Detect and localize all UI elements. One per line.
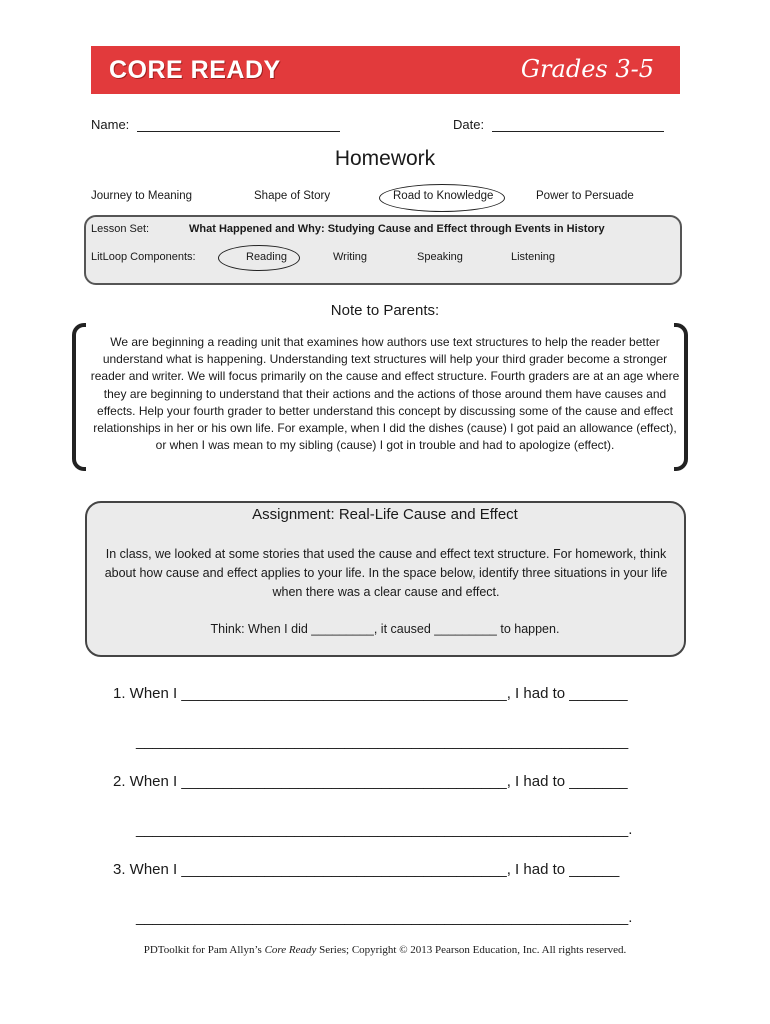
- selected-unit-circle: [379, 184, 505, 212]
- question-3[interactable]: 3. When I _______________________________________, I had to ______: [113, 861, 620, 878]
- component-listening: Listening: [511, 251, 556, 263]
- brand-logo: CORE READY: [109, 56, 281, 84]
- assignment-body: In class, we looked at some stories that used the cause and effect text structure. For homework, think about how cause and effect applies to your life. In the space below, identify three situations in your life when there was a clear cause and effect.: [104, 547, 668, 599]
- answer-line-2[interactable]: ___________________________________________________________.: [136, 821, 633, 838]
- assignment-title: Assignment: Real-Life Cause and Effect: [252, 506, 518, 523]
- component-reading: Reading: [246, 251, 287, 263]
- components-label: LitLoop Components:: [91, 251, 196, 263]
- answer-line-1[interactable]: ___________________________________________________________: [136, 733, 629, 750]
- answer-line-3[interactable]: ___________________________________________________________.: [136, 909, 633, 926]
- note-title: Note to Parents:: [330, 302, 440, 319]
- footer-pre: PDToolkit for Pam Allyn’s: [143, 944, 265, 956]
- header-banner: [91, 46, 680, 94]
- unit-power: Power to Persuade: [536, 190, 634, 202]
- footer-post: Series; Copyright © 2013 Pearson Education, Inc. All rights reserved.: [316, 944, 627, 956]
- component-writing: Writing: [333, 251, 368, 263]
- unit-journey: Journey to Meaning: [91, 190, 193, 202]
- note-body: We are beginning a reading unit that examines how authors use text structures to help the reader better understand what is happening. Understanding text structures will help your third grader become a stronger reader and writer. We will focus primarily on the cause and effect structure. Fourth graders are at an age where they are beginning to understand that their actions and the actions of those around them have causes and effects. Help your fourth grader to better understand this concept by discussing some of the cause and effect relationships in her or his own life. For example, when I did the dishes (cause) I got paid an allowance (effect), or when I was mean to my sibling (cause) I got in trouble and had to apologize (effect).: [90, 335, 680, 453]
- lesson-set-value: What Happened and Why: Studying Cause and Effect through Events in History: [189, 223, 605, 235]
- date-label: Date:: [453, 117, 485, 132]
- date-field: [453, 117, 664, 132]
- question-2[interactable]: 2. When I _______________________________________, I had to _______: [113, 773, 628, 790]
- page-title: Homework: [334, 147, 436, 170]
- selected-component-circle: [218, 245, 300, 271]
- name-field: [91, 117, 340, 132]
- left-bracket: [72, 323, 86, 471]
- component-speaking: Speaking: [417, 251, 463, 263]
- lesson-set-label: Lesson Set:: [91, 223, 150, 235]
- unit-shape: Shape of Story: [254, 190, 331, 202]
- unit-road: Road to Knowledge: [393, 190, 494, 202]
- name-label: Name:: [91, 117, 130, 132]
- date-line[interactable]: [492, 117, 664, 132]
- grades-label: Grades 3-5: [520, 55, 654, 83]
- name-line[interactable]: [137, 117, 340, 132]
- think-prompt: Think: When I did _________, it caused _________ to happen.: [210, 622, 560, 636]
- footer-series: Core Ready: [264, 944, 317, 956]
- footer-copyright: [0, 944, 770, 956]
- question-1[interactable]: 1. When I _______________________________________, I had to _______: [113, 685, 628, 702]
